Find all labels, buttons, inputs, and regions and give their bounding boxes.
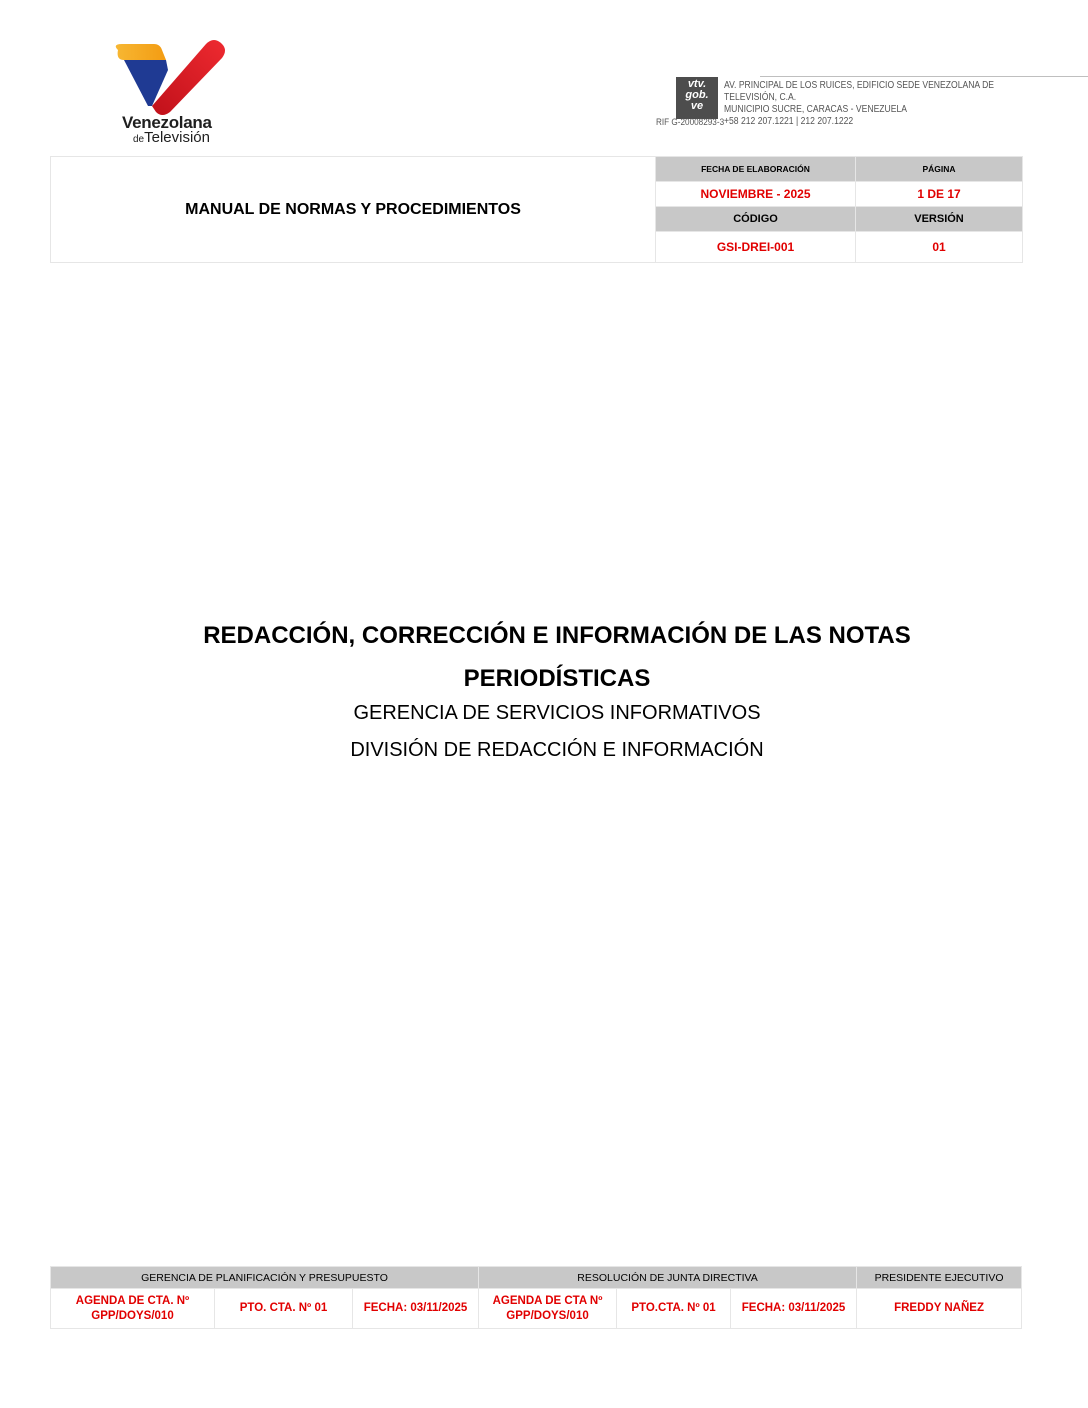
gpp-fecha: FECHA: 03/11/2025 [353,1289,479,1329]
letterhead-rif: RIF G-20008293-3 [656,117,725,128]
version-value: 01 [856,232,1023,263]
manual-title: MANUAL DE NORMAS Y PROCEDIMIENTOS [51,157,656,263]
junta-punto: PTO.CTA. Nº 01 [617,1289,731,1329]
pagina-value: 1 DE 17 [856,182,1023,207]
header-table [50,156,1023,263]
letterhead-rule [760,76,1088,77]
logo-wordmark-line1: Venezolana [122,113,212,132]
vtv-web-stamp: vtv. gob. ve [676,77,718,119]
junta-agenda: AGENDA DE CTA Nº GPP/DOYS/010 [479,1289,617,1329]
fecha-label: FECHA DE ELABORACIÓN [656,157,856,182]
fecha-value: NOVIEMBRE - 2025 [656,182,856,207]
version-label: VERSIÓN [856,207,1023,232]
presidente-header: PRESIDENTE EJECUTIVO [857,1267,1022,1289]
logo-wordmark-line2: deTelevisión [133,129,210,146]
letterhead-address: AV. PRINCIPAL DE LOS RUICES, EDIFICIO SEDE VENEZOLANA DE TELEVISIÓN, C.A. MUNICIPIO SUCRE, CARACAS - VENEZUELA +58 212 207.1221 | 212 207.1222 [724,80,995,127]
document-subtitle-gerencia: GERENCIA DE SERVICIOS INFORMATIVOS [353,702,761,724]
codigo-label: CÓDIGO [656,207,856,232]
presidente-name: FREDDY NAÑEZ [857,1289,1022,1329]
document-title: REDACCIÓN, CORRECCIÓN E INFORMACIÓN DE LAS NOTAS PERIODÍSTICAS [203,622,911,692]
gpp-header: GERENCIA DE PLANIFICACIÓN Y PRESUPUESTO [51,1267,479,1289]
junta-header: RESOLUCIÓN DE JUNTA DIRECTIVA [479,1267,857,1289]
gpp-punto: PTO. CTA. Nº 01 [215,1289,353,1329]
codigo-value: GSI-DREI-001 [656,232,856,263]
junta-fecha: FECHA: 03/11/2025 [731,1289,857,1329]
gpp-agenda: AGENDA DE CTA. Nº GPP/DOYS/010 [51,1289,215,1329]
approval-table [50,1266,1022,1329]
document-subtitle-division: DIVISIÓN DE REDACCIÓN E INFORMACIÓN [350,739,764,761]
pagina-label: PÁGINA [856,157,1023,182]
